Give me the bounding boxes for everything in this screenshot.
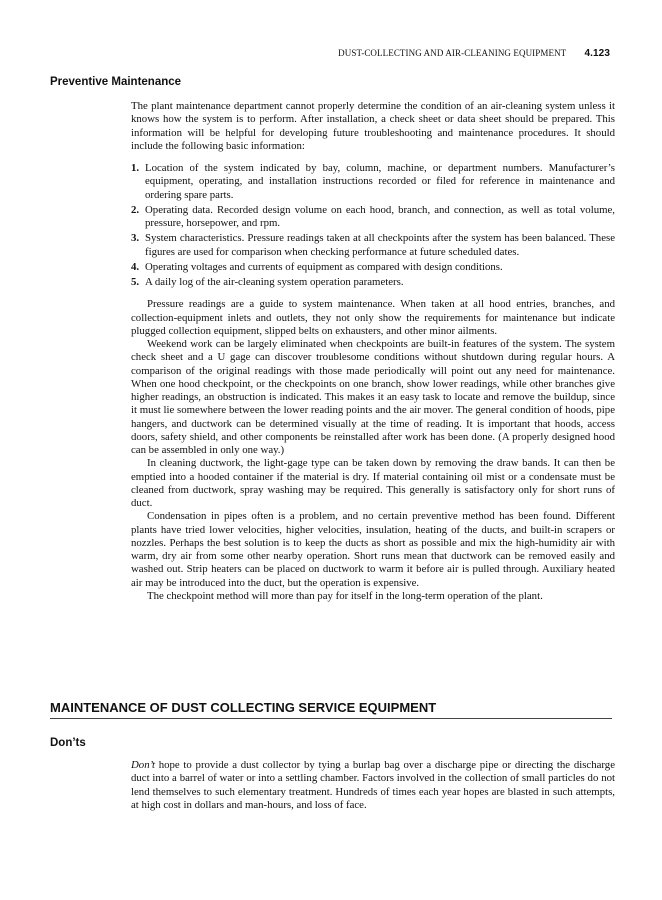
list-item-number: 3.	[131, 232, 140, 245]
body-paragraph: In cleaning ductwork, the light-gage type can be taken down by removing the draw bands. It can then be emptied into a hooded container if the material is dry. If material containing oil mist or a condensate must be cleaned from ductwork, spray washing may be required. This generally is satisfactory only for short runs of duct.	[131, 457, 615, 509]
intro-paragraph: The plant maintenance department cannot properly determine the condition of an air-cleaning system unless it knows how the system is to perform. After installation, a check sheet or data sheet should be prepared. This information will be helpful for developing future troubleshooting and maintenance procedures. It should include the following basic information:	[131, 100, 615, 152]
body-paragraph: Condensation in pipes often is a problem, and no certain preventive method has been found. Different plants have tried lower velocities, higher velocities, insulation, heating of the ducts, and built-in scrapers or nozzles. Perhaps the best solution is to keep the ducts as short as possible and mix the high-humidity air with warm, dry air from some other nearby operation. Short runs mean that ductwork can be removed easily and washed out. Strip heaters can be placed on ductwork to warm it before air is pulled through. Auxiliary heated air may be introduced into the duct, but the operation is expensive.	[131, 510, 615, 589]
preventive-maintenance-body	[131, 100, 615, 603]
list-item-number: 1.	[131, 162, 140, 174]
list-item-text: Location of the system indicated by bay, column, machine, or department numbers. Manufacturer’s equipment, operating, and installation instructions recorded or filed for reference in maintenance and ordering spare parts.	[145, 162, 615, 201]
body-paragraph: Pressure readings are a guide to system maintenance. When taken at all hood entries, branches, and collection-equipment inlets and outlets, they not only show the requirements for maintenance but indicate plugged collection equipment, slipped belts on exhausters, and other minor ailments.	[131, 298, 615, 337]
list-item-text: System characteristics. Pressure readings taken at all checkpoints after the system has been balanced. These figures are used for comparison when checking performance at future scheduled dates.	[145, 232, 615, 258]
dont-emphasis: Don’t	[131, 759, 155, 771]
list-item	[131, 162, 615, 202]
preventive-maintenance-heading: Preventive Maintenance	[50, 76, 182, 88]
list-item-text: A daily log of the air-cleaning system operation parameters.	[145, 276, 404, 288]
list-item-number: 4.	[131, 260, 140, 273]
maintenance-section-heading: MAINTENANCE OF DUST COLLECTING SERVICE EQUIPMENT	[50, 700, 612, 719]
list-item	[131, 232, 615, 259]
list-item-text: Operating voltages and currents of equipment as compared with design conditions.	[145, 260, 503, 273]
body-paragraph: Weekend work can be largely eliminated when checkpoints are built-in features of the system. The system check sheet and a U gage can discover troublesome conditions without shutdown during regular hours. A comparison of the original readings with those made periodically will point out any need for maintenance. When one hood checkpoint, or the checkpoints on one branch, show lower readings, while other branches give higher readings, an obstruction is indicated. This makes it an easy task to locate and remove the buildup, since it must lie somewhere between the lower reading points and the air mover. The general condition of hoods, pipe hangers, and ductwork can be determined visually at the time of reading. It is important that hoods, access doors, safety shield, and other components be reinstalled after work has been done. (A properly designed hood can be assembled in only one way.)	[131, 338, 615, 456]
list-item-number: 2.	[131, 203, 140, 216]
running-head	[338, 48, 610, 59]
list-item	[131, 204, 615, 231]
donts-paragraph	[131, 759, 615, 812]
list-item	[131, 261, 615, 274]
basic-information-list	[131, 162, 615, 289]
donts-heading: Don’ts	[50, 737, 86, 749]
donts-body	[131, 759, 615, 812]
list-item-number: 5.	[131, 276, 140, 288]
list-item	[131, 276, 615, 289]
list-item-text: Operating data. Recorded design volume on each hood, branch, and connection, as well as total volume, pressure, horsepower, and rpm.	[145, 203, 615, 229]
page-number: 4.123	[584, 48, 610, 59]
body-paragraph: The checkpoint method will more than pay for itself in the long-term operation of the plant.	[147, 589, 543, 602]
donts-paragraph-text: hope to provide a dust collector by tying a burlap bag over a discharge pipe or directing the discharge duct into a barrel of water or into a settling chamber. Factors involved in the collection of small particles do not lend themselves to such elementary treatment. Hundreds of times each year hopes are blasted in such attempts, at high cost in dollars and man-hours, and loss of face.	[131, 759, 615, 811]
running-head-title: DUST-COLLECTING AND AIR-CLEANING EQUIPMENT	[338, 48, 567, 58]
